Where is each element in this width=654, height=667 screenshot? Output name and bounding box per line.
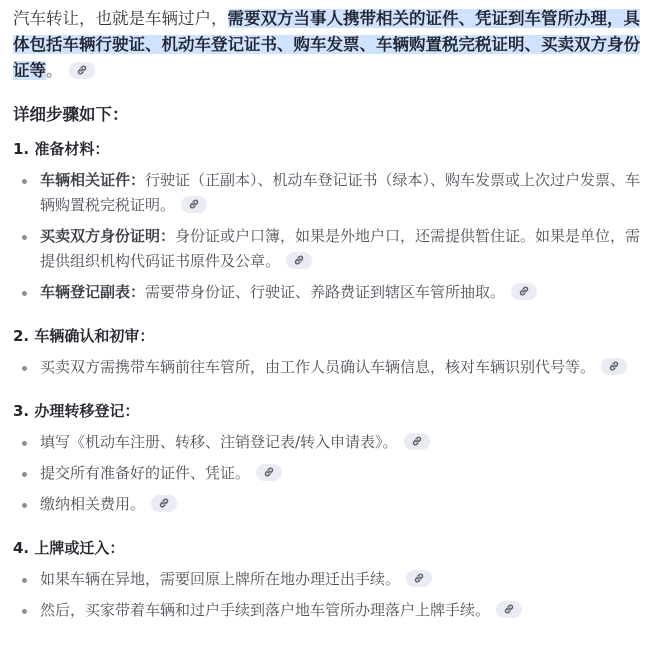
link-icon (158, 497, 170, 509)
link-icon (503, 603, 515, 615)
citation-link-button[interactable] (256, 464, 282, 481)
section-title-2: 2. 车辆确认和初审： (13, 327, 155, 345)
section-title-3: 3. 办理转移登记： (13, 402, 140, 420)
citation-link-button[interactable] (406, 570, 432, 587)
item-label: 车辆相关证件： (40, 171, 146, 189)
citation-link-button[interactable] (286, 252, 312, 269)
item-text: 如果车辆在异地，需要回原上牌所在地办理迁出手续。 (40, 570, 401, 588)
intro-plain-text: 汽车转让，也就是车辆过户， (13, 9, 228, 28)
list-item (13, 598, 644, 623)
steps-heading: 详细步骤如下： (13, 105, 129, 124)
item-text: 缴纳相关费用。 (40, 495, 146, 513)
section-4-list (13, 567, 644, 623)
link-icon (293, 254, 305, 266)
citation-link-button[interactable] (601, 358, 627, 375)
section-title-4: 4. 上牌或迁入： (13, 539, 125, 557)
link-icon (411, 435, 423, 447)
citation-link-button[interactable] (511, 283, 537, 300)
item-text: 买卖双方需携带车辆前往车管所，由工作人员确认车辆信息，核对车辆识别代号等。 (40, 358, 596, 376)
section-3-list (13, 430, 644, 517)
item-label: 车辆登记副表： (40, 283, 146, 301)
link-icon (263, 466, 275, 478)
intro-end-text: 。 (46, 61, 63, 80)
list-item (13, 280, 644, 305)
item-label: 买卖双方身份证明： (40, 227, 176, 245)
link-icon (188, 198, 200, 210)
citation-link-button[interactable] (404, 433, 430, 450)
list-item (13, 430, 644, 455)
list-item (13, 224, 644, 274)
link-icon (608, 360, 620, 372)
item-text: 行驶证（正副本）、机动车登记证书（绿本）、购车发票或上次过户发票、车辆购置税完税证明。 (40, 171, 641, 214)
link-icon (518, 285, 530, 297)
citation-link-button[interactable] (151, 495, 177, 512)
item-text: 需要带身份证、行驶证、养路费证到辖区车管所抽取。 (145, 283, 506, 301)
item-text: 填写《机动车注册、转移、注销登记表/转入申请表》。 (40, 433, 398, 451)
list-item (13, 355, 644, 380)
intro-paragraph (13, 6, 644, 84)
item-text: 提交所有准备好的证件、凭证。 (40, 464, 251, 482)
link-icon (413, 572, 425, 584)
list-item (13, 492, 644, 517)
citation-link-button[interactable] (69, 62, 95, 79)
link-icon (76, 64, 88, 76)
section-1-list (13, 168, 644, 305)
section-title-1: 1. 准备材料： (13, 140, 110, 158)
citation-link-button[interactable] (496, 601, 522, 618)
list-item (13, 567, 644, 592)
list-item (13, 461, 644, 486)
intro-highlighted-text: 需要双方当事人携带相关的证件、凭证到车管所办理，具体包括车辆行驶证、机动车登记证书、购车发票、车辆购置税完税证明、买卖双方身份证等 (13, 9, 640, 80)
item-text: 身份证或户口簿，如果是外地户口，还需提供暂住证。如果是单位，需提供组织机构代码证书原件及公章。 (40, 227, 641, 270)
list-item (13, 168, 644, 218)
section-2-list (13, 355, 644, 380)
item-text: 然后，买家带着车辆和过户手续到落户地车管所办理落户上牌手续。 (40, 601, 491, 619)
citation-link-button[interactable] (181, 196, 207, 213)
